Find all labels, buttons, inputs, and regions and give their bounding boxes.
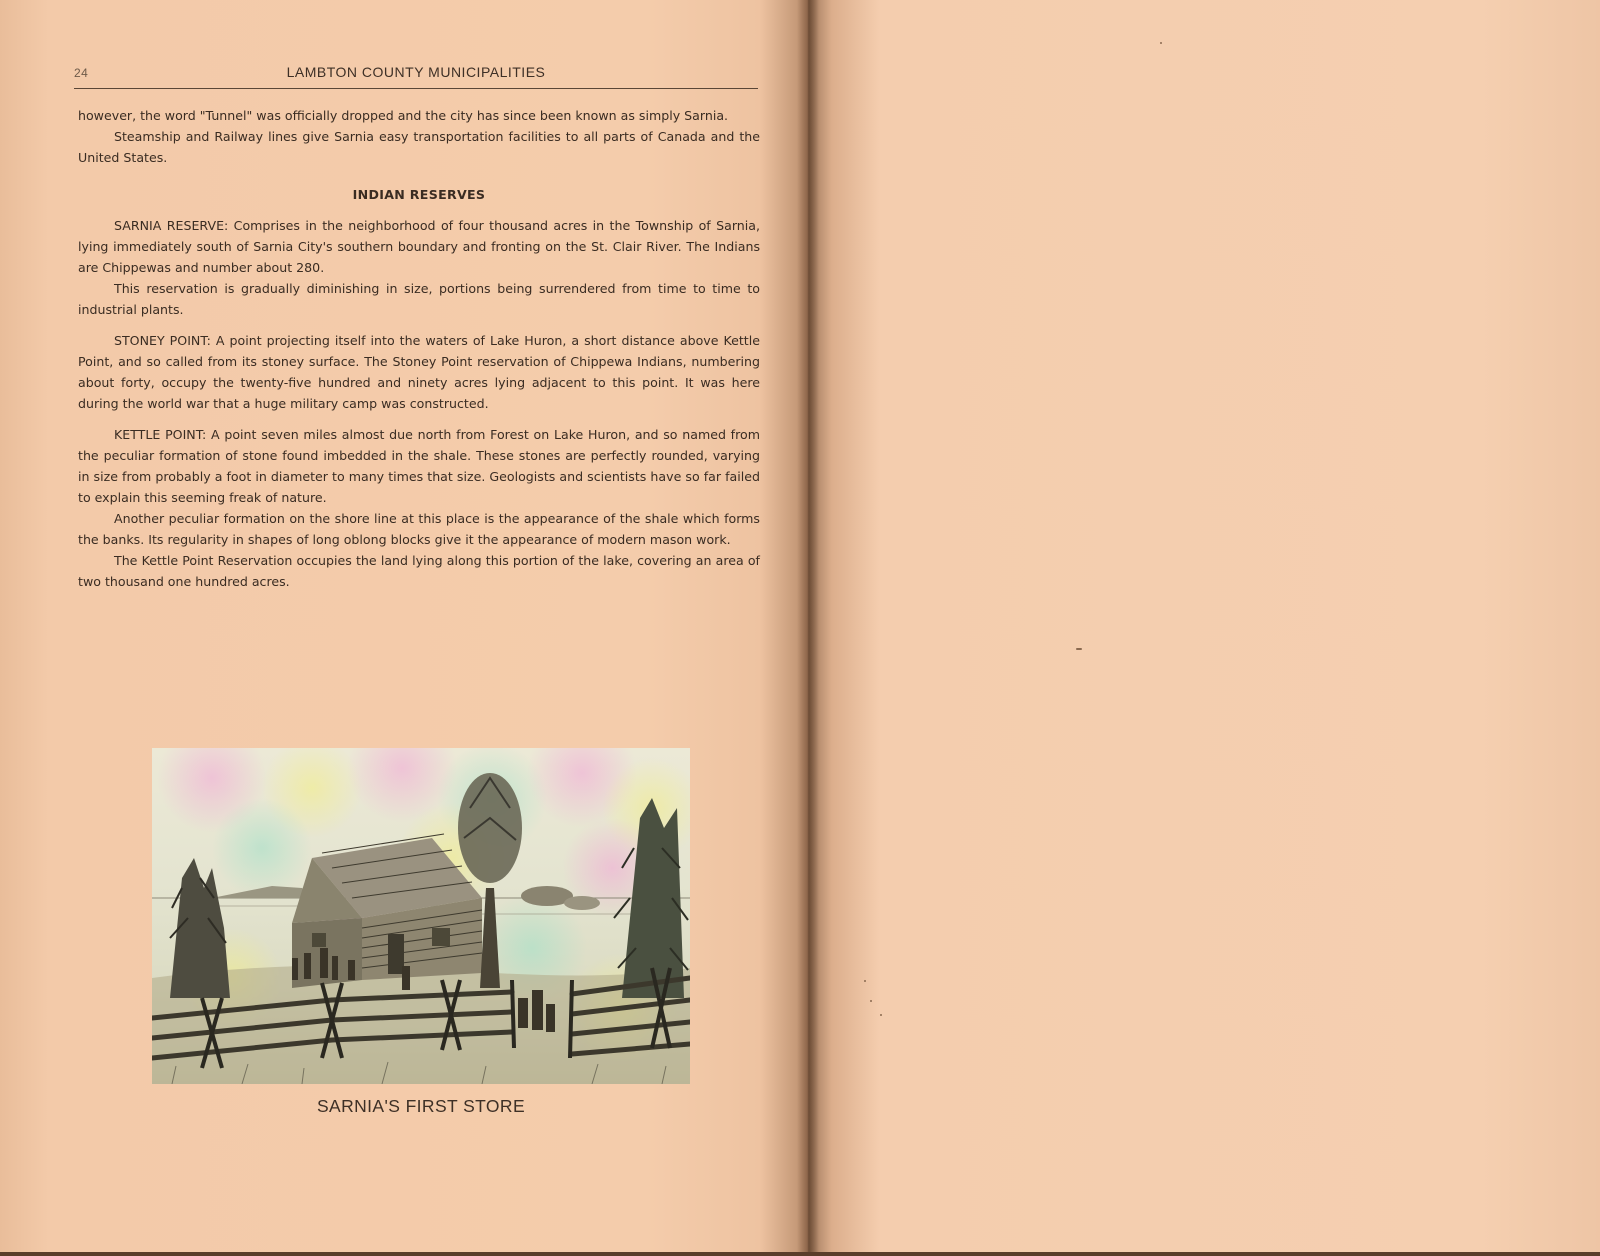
paper-speck xyxy=(1076,648,1082,650)
store-engraving xyxy=(152,748,690,1084)
right-page-blank xyxy=(808,0,1600,1256)
header-rule xyxy=(74,88,758,89)
section-heading: INDIAN RESERVES xyxy=(352,187,486,202)
paper-speck xyxy=(870,1000,872,1002)
paragraph-transport: Steamship and Railway lines give Sarnia easy transportation facilities to all parts of Canada and the United States. xyxy=(78,129,760,165)
paper-speck xyxy=(864,980,866,982)
illustration-caption: SARNIA'S FIRST STORE xyxy=(316,1096,526,1116)
page-number: 24 xyxy=(74,66,89,80)
book-gutter xyxy=(797,0,819,1256)
running-head xyxy=(74,64,758,86)
bottom-edge xyxy=(0,1252,1600,1256)
paper-speck xyxy=(880,1014,882,1016)
paragraph-stoney-point: STONEY POINT: A point projecting itself into the waters of Lake Huron, a short distance above Kettle Point, and so called from its stoney surface. The Stoney Point reservation of Chippewa Indians, numbering about forty, occupy the twenty-five hundred and ninety acres lying adjacent to this point. It was here during the world war that a huge military camp was constructed. xyxy=(78,333,760,411)
header-title: LAMBTON COUNTY MUNICIPALITIES xyxy=(286,64,546,80)
store-illustration xyxy=(152,748,690,1084)
paragraph-kettle-point: KETTLE POINT: A point seven miles almost due north from Forest on Lake Huron, and so named from the peculiar formation of stone found imbedded in the shale. These stones are perfectly rounded, varying in size from probably a foot in diameter to many times that size. Geologists and scientists have so far failed to explain this seeming freak of nature. xyxy=(78,427,760,505)
body-text xyxy=(78,105,760,592)
paragraph-shale-formation: Another peculiar formation on the shore line at this place is the appearance of the shale which forms the banks. Its regularity in shapes of long oblong blocks give it the appearance of modern mason work. xyxy=(78,511,760,547)
paragraph-tunnel: however, the word "Tunnel" was officially dropped and the city has since been known as simply Sarnia. xyxy=(78,108,729,123)
paragraph-kettle-reservation: The Kettle Point Reservation occupies the land lying along this portion of the lake, covering an area of two thousand one hundred acres. xyxy=(78,553,760,589)
paragraph-reservation-diminishing: This reservation is gradually diminishing in size, portions being surrendered from time to time to industrial plants. xyxy=(78,281,760,317)
paragraph-sarnia-reserve: SARNIA RESERVE: Comprises in the neighborhood of four thousand acres in the Township of Sarnia, lying immediately south of Sarnia City's southern boundary and fronting on the St. Clair River. The Indians are Chippewas and number about 280. xyxy=(78,218,760,275)
paper-speck xyxy=(1160,42,1162,44)
